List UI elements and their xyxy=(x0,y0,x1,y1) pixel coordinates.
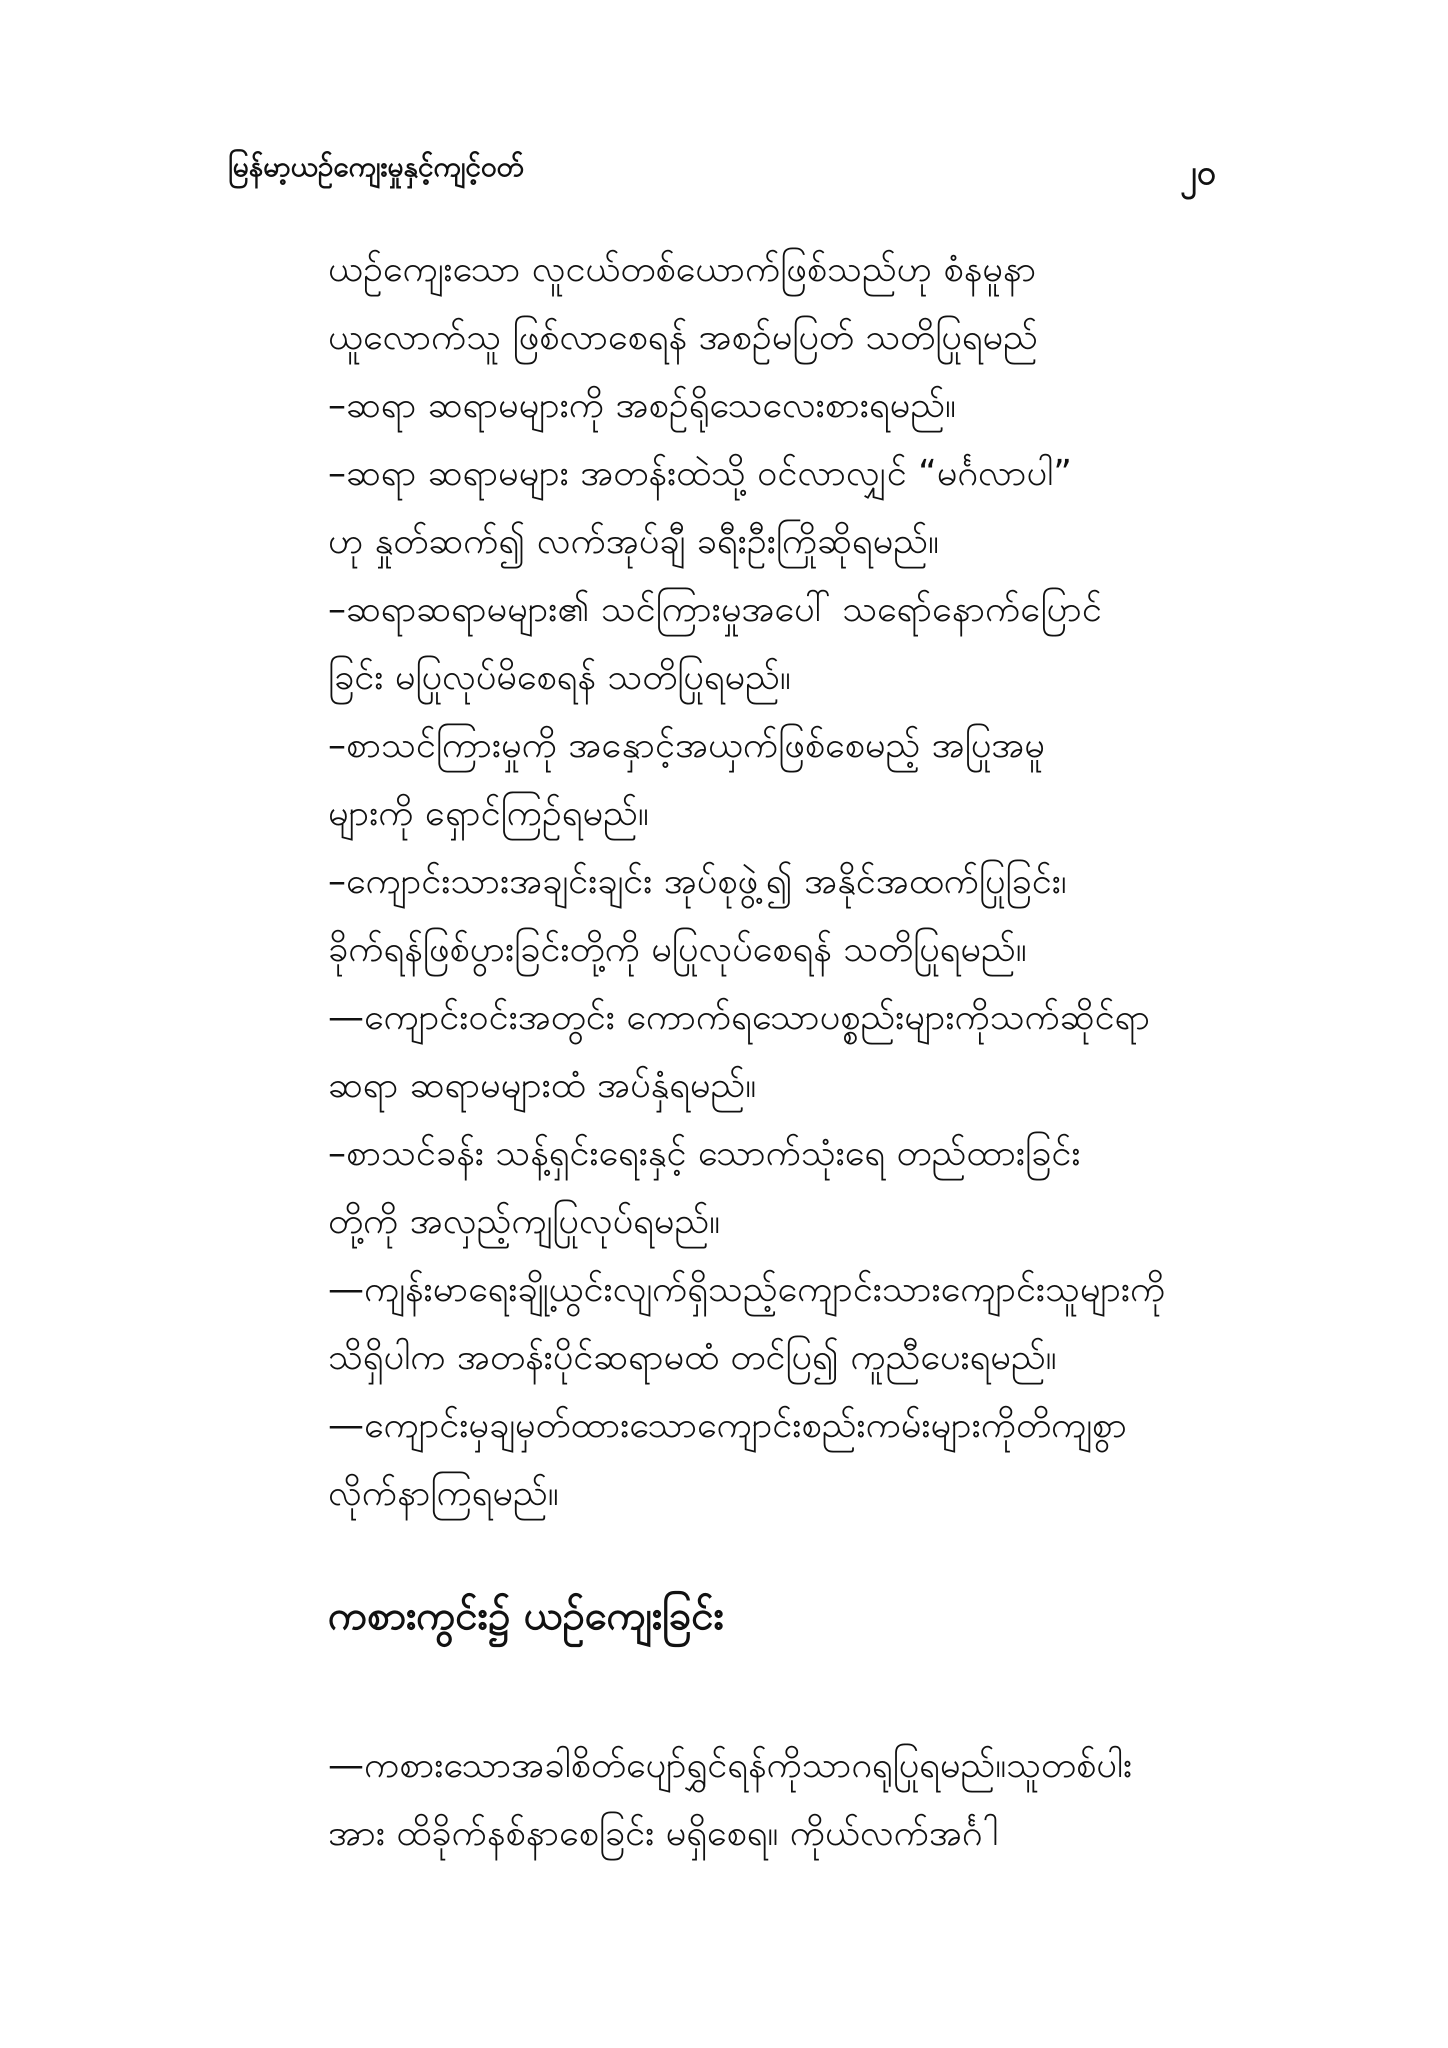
page-number: ၂၀ xyxy=(1180,153,1216,193)
body-text xyxy=(328,236,1248,1528)
text-line: –စာသင်ခန်း သန့်ရှင်းရေးနှင့် သောက်သုံးရေ တည်ထားခြင်း xyxy=(328,1133,1081,1174)
text-line: —ကစားသောအခါစိတ်ပျော်ရွှင်ရန်ကိုသာဂရုပြုရမည်။သူတစ်ပါး xyxy=(328,1745,1133,1786)
running-title: မြန်မာ့ယဉ်ကျေးမှုနှင့်ကျင့်ဝတ် xyxy=(228,150,524,183)
text-line: –ဆရာ ဆရာမများ အတန်းထဲသို့ ဝင်လာလျှင် “မင်္ဂလာပါ” xyxy=(328,453,1072,494)
text-line: ယူလောက်သူ ဖြစ်လာစေရန် အစဉ်မပြတ် သတိပြုရမည် xyxy=(328,317,1038,358)
text-line: ဟု နှုတ်ဆက်၍ လက်အုပ်ချီ ခရီးဦးကြိုဆိုရမည်။ xyxy=(328,521,939,562)
text-line: –ကျောင်းသားအချင်းချင်း အုပ်စုဖွဲ့၍ အနိုင်အထက်ပြုခြင်း၊ xyxy=(328,861,1067,902)
text-line: သိရှိပါက အတန်းပိုင်ဆရာမထံ တင်ပြ၍ ကူညီပေးရမည်။ xyxy=(328,1337,1057,1378)
text-line: –စာသင်ကြားမှုကို အနှောင့်အယှက်ဖြစ်စေမည့် အပြုအမူ xyxy=(328,725,1045,766)
text-line: များကို ရှောင်ကြဉ်ရမည်။ xyxy=(328,793,649,834)
text-line: –ဆရာဆရာမများ၏ သင်ကြားမှုအပေါ် သရော်နောက်ပြောင် xyxy=(328,589,1102,630)
text-line: လိုက်နာကြရမည်။ xyxy=(328,1473,559,1514)
text-line: —ကျောင်းမှချမှတ်ထားသောကျောင်းစည်းကမ်းများကိုတိကျစွာ xyxy=(328,1405,1127,1446)
section-heading: ကစားကွင်း၌ ယဉ်ကျေးခြင်း xyxy=(328,1593,724,1639)
text-line: အား ထိခိုက်နစ်နာစေခြင်း မရှိစေရ။ ကိုယ်လက်အင်္ဂါ xyxy=(328,1813,999,1854)
text-line: –ဆရာ ဆရာမများကို အစဉ်ရိုသေလေးစားရမည်။ xyxy=(328,385,956,426)
text-line: တို့ကို အလှည့်ကျပြုလုပ်ရမည်။ xyxy=(328,1201,721,1242)
section-text xyxy=(328,1732,1248,1868)
text-line: —ကျန်းမာရေးချို့ယွင်းလျက်ရှိသည့်ကျောင်းသားကျောင်းသူများကို xyxy=(328,1269,1166,1310)
text-line: ဆရာ ဆရာမများထံ အပ်နှံရမည်။ xyxy=(328,1065,757,1106)
text-line: ခိုက်ရန်ဖြစ်ပွားခြင်းတို့ကို မပြုလုပ်စေရန် သတိပြုရမည်။ xyxy=(328,929,1027,970)
text-line: ယဉ်ကျေးသော လူငယ်တစ်ယောက်ဖြစ်သည်ဟု စံနမူနာ xyxy=(328,249,1037,290)
text-line: ခြင်း မပြုလုပ်မိစေရန် သတိပြုရမည်။ xyxy=(328,657,791,698)
text-line: —ကျောင်းဝင်းအတွင်း ကောက်ရသောပစ္စည်းများကိုသက်ဆိုင်ရာ xyxy=(328,997,1151,1038)
